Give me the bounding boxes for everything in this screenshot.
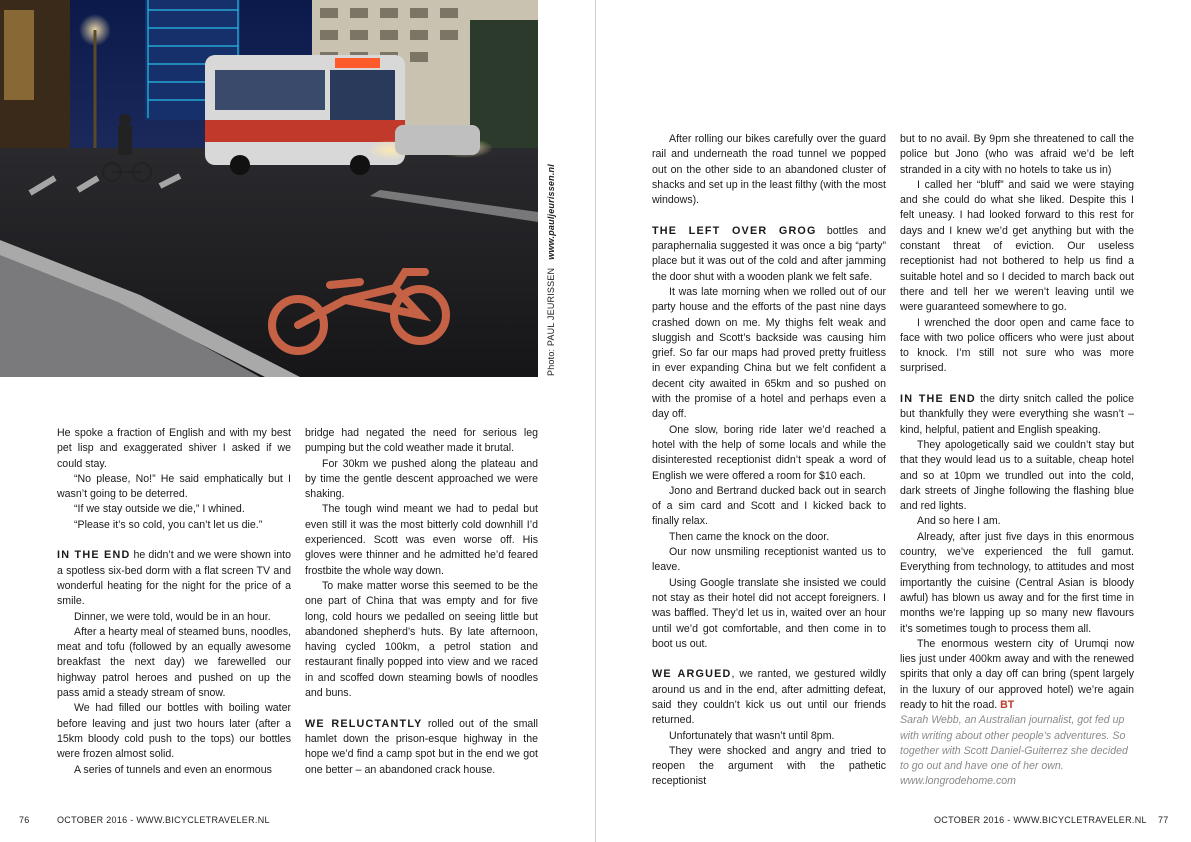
paragraph: but to no avail. By 9pm she threatened to call the police but Jono (who was afraid we’d be left stranded in a city with no hotels to take us in): [900, 133, 1134, 176]
paragraph: [57, 548, 291, 609]
paragraph: We had filled our bottles with boiling water before leaving and just two hours later (after a 15km bloody cold push to the tops) our bottles were frozen almost solid.: [57, 702, 291, 761]
lead-in: IN THE END: [900, 393, 976, 406]
paragraph: They apologetically said we couldn’t stay but that they would lead us to a suitable, cheap hotel and so at 10pm we trundled out into the cold, dark streets of Jinghe following the flashing blue and red lights.: [900, 438, 1134, 513]
paragraph: After rolling our bikes carefully over the guard rail and underneath the road tunnel we popped out on the other side to an abandoned cluster of shacks and set up in the least filthy (with the most windows).: [652, 133, 886, 207]
paragraph: And so here I am.: [917, 515, 1001, 528]
paragraph: Using Google translate she insisted we could not stay as their hotel did not accept foreigners. I was baffled. They’d let us in, waited over an hour until we’d got comfortable, and then come in to boot us out.: [652, 576, 886, 650]
paragraph: “If we stay outside we die,” I whined.: [74, 503, 245, 516]
paragraph: For 30km we pushed along the plateau and by time the gentle descent approached we were shaking.: [305, 457, 538, 501]
paragraph: Then came the knock on the door.: [669, 530, 830, 543]
right-page-number: 77: [1158, 815, 1169, 825]
left-footer-text: OCTOBER 2016 - WWW.BICYCLETRAVELER.NL: [57, 815, 270, 825]
paragraph-text: , we ranted, we gestured wildly around us and in the end, after admitting defeat, said they couldn’t kick us out until our friends returned.: [652, 668, 886, 727]
paragraph: After a hearty meal of steamed buns, noodles, meat and tofu (followed by an equally awesome breakfast the next day) we farewelled our highway patrol heroes and pushed on up the pass amid a steady stream of snow.: [57, 625, 291, 700]
paragraph: One slow, boring ride later we’d reached a hotel with the help of some locals and while the disinterested receptionist didn’t speak a word of English we were offered a room for $10 each.: [652, 423, 886, 482]
street-night-photo: [0, 0, 538, 377]
left-page-number: 76: [19, 815, 30, 825]
page-gutter: [595, 0, 596, 842]
paragraph: “Please it’s so cold, you can’t let us die.”: [74, 518, 263, 531]
paragraph-text: The enormous western city of Urumqi now lies just under 400km away and with the renewed spirits that only a day off can bring (spent largely in the luxury of our approved hotel) we’re again ready to hit the road.: [900, 637, 1134, 711]
right-page-column-2: [900, 132, 1134, 790]
lead-in: WE RELUCTANTLY: [305, 717, 423, 730]
right-footer-text: OCTOBER 2016 - WWW.BICYCLETRAVELER.NL: [934, 815, 1147, 825]
paragraph: [652, 224, 886, 285]
photo-credit-url: www.pauljeurissen.nl: [546, 164, 556, 260]
photo-credit-name: Photo: PAUL JEURISSEN: [546, 267, 556, 376]
left-page-column-2: [305, 426, 538, 778]
right-page-column-1: [652, 132, 886, 790]
paragraph: “No please, No!” He said emphatically but I wasn’t going to be deterred.: [57, 472, 291, 501]
end-mark: BT: [1000, 698, 1015, 711]
paragraph-text: bottles and paraphernalia suggested it was once a big “party” place but it was out of the cold and after jamming the door shut with a wooden plank we felt safe.: [652, 224, 886, 283]
paragraph: Jono and Bertrand ducked back out in search of a sim card and Scott and I kicked back to finally relax.: [652, 484, 886, 528]
paragraph: [900, 637, 1134, 713]
photo-credit: [546, 164, 556, 376]
paragraph: [900, 392, 1134, 438]
paragraph: They were shocked and angry and tried to reopen the argument with the pathetic receptionist: [652, 744, 886, 788]
paragraph: He spoke a fraction of English and with my best pet lisp and exaggerated shiver I asked if we could stay.: [57, 427, 291, 470]
paragraph: To make matter worse this seemed to be the one part of China that was empty and for five long, cold hours we pedalled on seeing little but abandoned shepherd’s huts. By late afternoon, having cycled 100km, a petrol station and restaurant finally popped into view and we raced in and scoffed down steaming bowls of noodles and buns.: [305, 579, 538, 700]
paragraph: Our now unsmiling receptionist wanted us to leave.: [652, 546, 886, 574]
paragraph-text: he didn’t and we were shown into a spotless six-bed dorm with a flat screen TV and wonderful heating for the night for the price of a smile.: [57, 549, 291, 608]
paragraph: [652, 667, 886, 728]
paragraph-text: the dirty snitch called the police but thankfully they were everything she wasn’t – kind, helpful, patient and English speaking.: [900, 393, 1134, 436]
author-bio: Sarah Webb, an Australian journalist, got fed up with writing about other people’s adventures. So together with Scott Daniel-Guiterrez she decided to go out and have one of her own. www.longrodehome.com: [900, 714, 1128, 788]
paragraph: It was late morning when we rolled out of our party house and the efforts of the past nine days crashed down on me. My thighs felt weak and sluggish and Scott’s backside was causing him grief. So far our maps had proved pretty fruitless in ever expanding China but we felt confident a decent city awaited in 65km and so pushed on with the promise of a hotel and perhaps even a day off.: [652, 285, 886, 421]
left-page-column-1: [57, 426, 291, 778]
lead-in: WE ARGUED: [652, 668, 732, 681]
paragraph: I called her “bluff” and said we were staying and she could do what she liked. Despite this I felt uneasy. I had looked forward to this rest for days and I knew we’d get anything but with the constant threat of eviction. Our useless receptionist had not bothered to help us find a suitable hotel and so I decided to march back out there and tell her we weren’t leaving until we were guaranteed somewhere to go.: [900, 178, 1134, 314]
paragraph: Already, after just five days in this enormous country, we’ve experienced the full gamut. Everything from technology, to attitudes and most importantly the cuisine (Central Asian is bloody awful) has blown us away and for the first time in months we’re lapping up so many new flavours it’s sometimes tough to process them all.: [900, 530, 1134, 635]
paragraph: Unfortunately that wasn’t until 8pm.: [669, 729, 835, 742]
paragraph: bridge had negated the need for serious leg pumping but the cold weather made it brutal.: [305, 427, 538, 455]
paragraph: Dinner, we were told, would be in an hour.: [74, 610, 271, 623]
paragraph: [305, 717, 538, 778]
paragraph: A series of tunnels and even an enormous: [74, 763, 272, 776]
lead-in: IN THE END: [57, 549, 131, 562]
paragraph: The tough wind meant we had to pedal but even still it was the most bitterly cold downhill I’d experienced. Scott was even worse off. His gloves were thinner and he admitted he’d feared frostbite the whole way down.: [305, 503, 538, 577]
photo-illustration: [0, 0, 538, 377]
lead-in: THE LEFT OVER GROG: [652, 224, 817, 237]
paragraph-text: rolled out of the small hamlet down the prison-esque highway in the hope we’d find a camp spot but in the end we got one better – an abandoned crack house.: [305, 717, 539, 776]
paragraph: I wrenched the door open and came face to face with two police officers who were just about to knock. I’m still not sure who was more surprised.: [900, 316, 1134, 375]
